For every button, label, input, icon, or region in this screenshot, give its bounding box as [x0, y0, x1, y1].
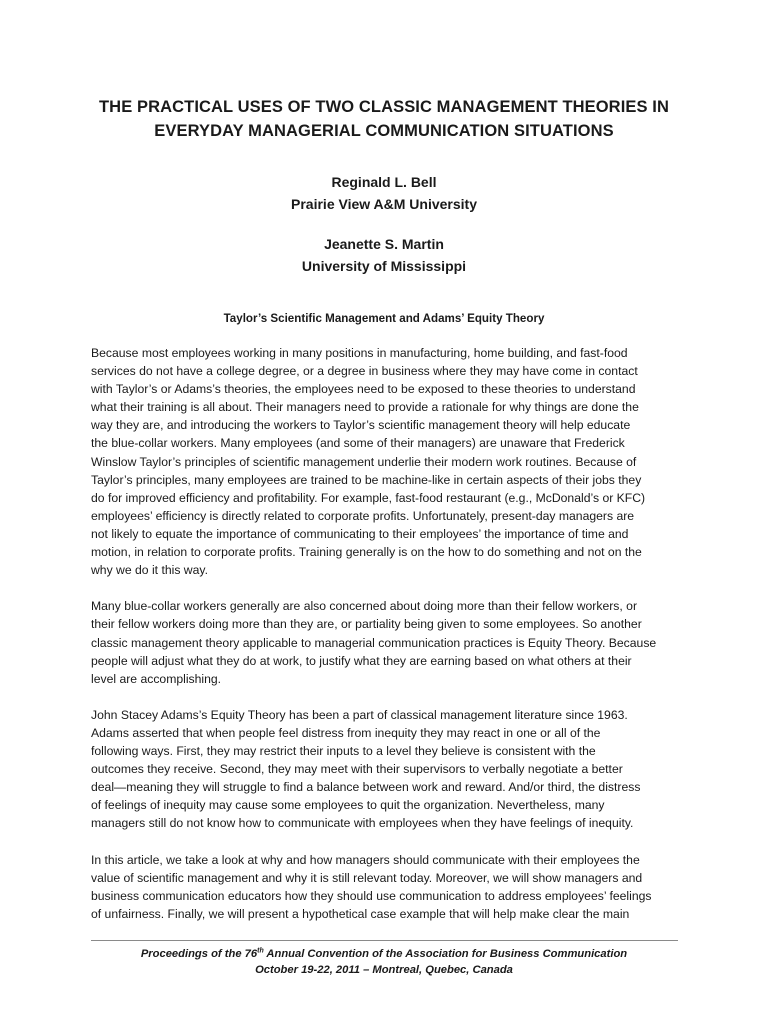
text-line: of unfairness. Finally, we will present a hypothetical case example that will help make clear the main — [91, 906, 630, 921]
footer-ordinal-suffix: th — [257, 947, 264, 955]
text-line: John Stacey Adams’s Equity Theory has been a part of classical management literature since 1963. — [91, 707, 628, 722]
footer-line-1 — [60, 946, 708, 962]
page-footer — [60, 946, 708, 978]
section-heading: Taylor’s Scientific Management and Adams’ Equity Theory — [223, 312, 545, 325]
author-name: Reginald L. Bell — [331, 174, 437, 190]
text-line: Adams asserted that when people feel distress from inequity they may react in one or all of the — [91, 725, 601, 740]
text-line: Many blue-collar workers generally are also concerned about doing more than their fellow workers, or — [91, 599, 637, 614]
text-line: Taylor’s principles, many employees are trained to be machine-like in certain aspects of their jobs they — [91, 472, 642, 487]
author-affiliation: Prairie View A&M University — [291, 196, 477, 212]
text-line: following ways. First, they may restrict their inputs to a level they believe is consistent with the — [91, 744, 596, 759]
paragraph-3 — [91, 706, 691, 833]
author-block-1 — [60, 171, 708, 215]
author-affiliation: University of Mississippi — [301, 258, 467, 274]
text-line: the blue-collar workers. Many employees (and some of their managers) are unaware that Frederick — [91, 436, 625, 451]
paper-title-line-1: THE PRACTICAL USES OF TWO CLASSIC MANAGEMENT THEORIES IN — [99, 98, 669, 116]
text-line: value of scientific management and why it is still relevant today. Moreover, we will show managers and — [91, 870, 643, 885]
text-line: Because most employees working in many positions in manufacturing, home building, and fast-food — [91, 346, 628, 360]
paragraph-2 — [91, 597, 691, 687]
text-line: people will adjust what they do at work, to justify what they are earning based on what others at their — [91, 653, 632, 668]
text-line: what their training is all about. Their managers need to provide a rationale for why things are done the — [91, 400, 639, 415]
text-line: employees’ efficiency is directly related to corporate profits. Unfortunately, present-day managers are — [91, 508, 635, 523]
text-line: way they are, and introducing the workers to Taylor’s scientific management theory will help educate — [91, 418, 631, 433]
paper-title-line-2: EVERYDAY MANAGERIAL COMMUNICATION SITUATIONS — [154, 122, 614, 140]
body-text — [91, 344, 691, 941]
text-line: motion, in relation to corporate profits. Training generally is on the how to do something and not on the — [91, 545, 642, 560]
text-line: services do not have a college degree, or a degree in business where they may have come in contact — [91, 364, 638, 379]
paragraph-1 — [91, 344, 691, 579]
text-line: their fellow workers doing more than they are, or partiality being given to some employees. So another — [91, 617, 642, 632]
text-line: managers still do not know how to communicate with employees when they have feelings of inequity. — [91, 816, 634, 831]
footer-line-1-after: Annual Convention of the Association for Business Communication — [263, 948, 628, 960]
text-line: outcomes they receive. Second, they may meet with their supervisors to verbally negotiate a better — [91, 762, 623, 777]
footer-line-2: October 19-22, 2011 – Montreal, Quebec, Canada — [255, 964, 513, 976]
author-name: Jeanette S. Martin — [324, 236, 444, 252]
text-line: level are accomplishing. — [91, 671, 222, 686]
text-line: of feelings of inequity may cause some employees to quit the organization. Nevertheless, many — [91, 798, 605, 813]
text-line: deal—meaning they will struggle to find a balance between work and reward. And/or third, the distress — [91, 780, 641, 795]
paper-title — [60, 95, 708, 143]
text-line: why we do it this way. — [91, 563, 208, 578]
text-line: In this article, we take a look at why and how managers should communicate with their employees the — [91, 852, 640, 867]
text-line: with Taylor’s or Adams’s theories, the employees need to be exposed to these theories to understand — [91, 382, 636, 397]
text-line: Winslow Taylor’s principles of scientific management underlie their modern work routines. Because of — [91, 454, 637, 469]
text-line: classic management theory applicable to managerial communication practices is Equity Theory. Because — [91, 635, 657, 650]
author-block-2 — [60, 233, 708, 277]
paragraph-4 — [91, 851, 691, 923]
footer-divider — [91, 940, 678, 941]
footer-line-1-before: Proceedings of the 76 — [140, 948, 258, 960]
text-line: not likely to equate the importance of communicating to their employees’ the importance of time and — [91, 526, 629, 541]
text-line: do for improved efficiency and profitability. For example, fast-food restaurant (e.g., McDonald’s or KFC) — [91, 490, 646, 505]
text-line: business communication educators how they should use communication to address employees’ feelings — [91, 888, 652, 903]
